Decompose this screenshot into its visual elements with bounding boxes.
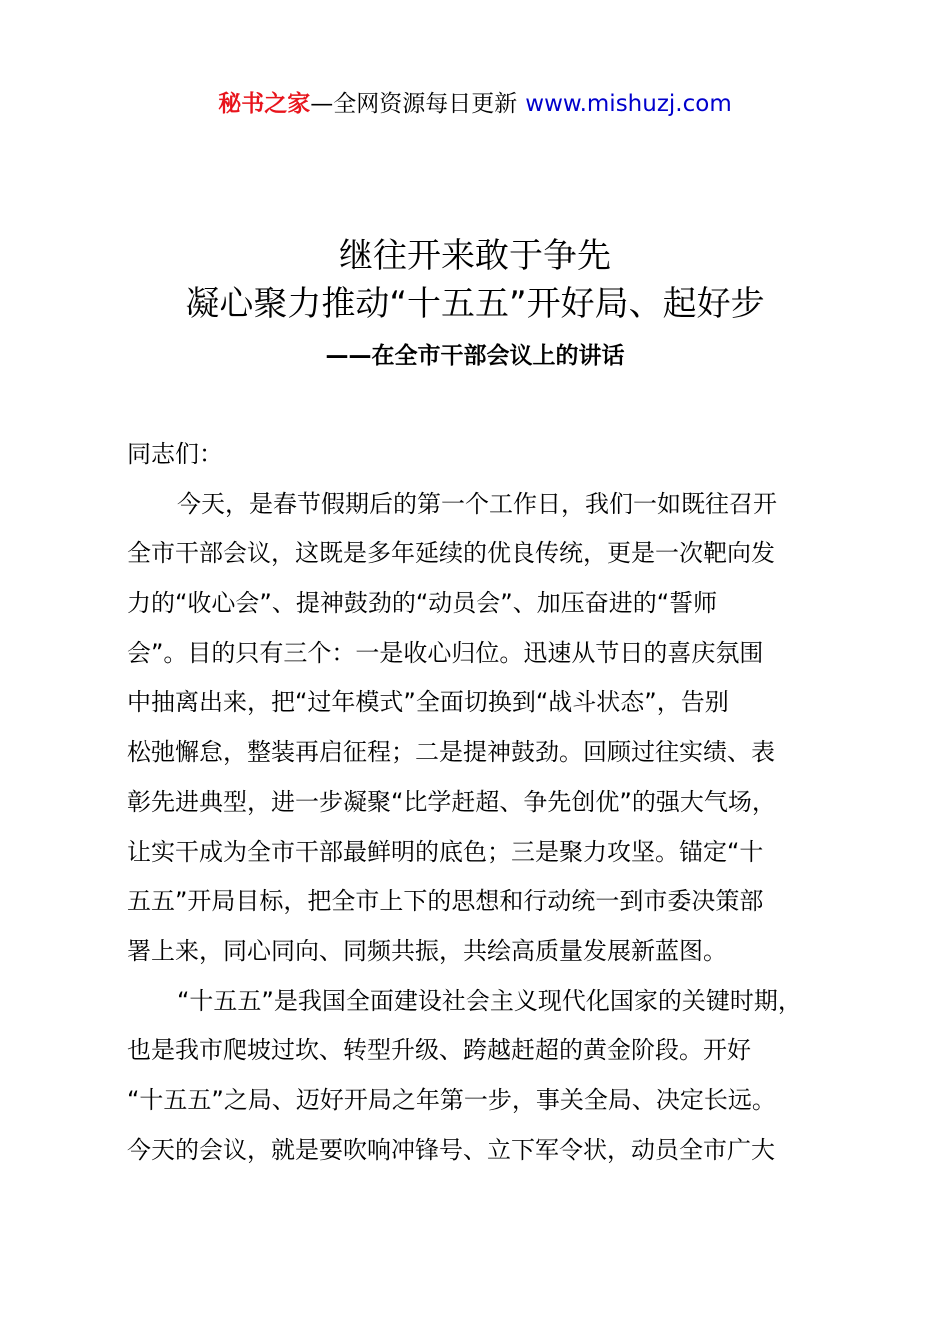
text-line: 署上来，同心同向、同频共振，共绘高质量发展新蓝图。 xyxy=(127,936,727,965)
header-slogan: —全网资源每日更新 xyxy=(310,91,518,117)
text-line: 力的“收心会”、提神鼓劲的“动员会”、加压奋进的“誓师 xyxy=(127,589,718,618)
greeting: 同志们： xyxy=(127,440,223,468)
text-line: 今天，是春节假期后的第一个工作日，我们一如既往召开 xyxy=(177,489,777,518)
paragraph-1 xyxy=(127,486,837,983)
title-line-1: 继往开来敢于争先 xyxy=(339,236,611,276)
text-line: “十五五”之局、迈好开局之年第一步，事关全局、决定长远。 xyxy=(127,1085,776,1114)
document-subtitle: ——在全市干部会议上的讲话 xyxy=(325,343,625,369)
text-line: 也是我市爬坡过坎、转型升级、跨越赶超的黄金阶段。开好 xyxy=(127,1036,751,1065)
text-line: 中抽离出来，把“过年模式”全面切换到“战斗状态”，告别 xyxy=(127,688,729,717)
text-line: “十五五”是我国全面建设社会主义现代化国家的关键时期， xyxy=(177,986,802,1015)
title-line-2: 凝心聚力推动“十五五”开好局、起好步 xyxy=(185,284,765,324)
page-header xyxy=(0,88,950,120)
document-title-block xyxy=(0,232,950,372)
text-line: 会”。目的只有三个：一是收心归位。迅速从节日的喜庆氛围 xyxy=(127,638,764,667)
text-line: 全市干部会议，这既是多年延续的优良传统，更是一次靶向发 xyxy=(127,539,775,568)
website-link[interactable]: www.mishuzj.com xyxy=(525,91,732,117)
text-line: 彰先进典型，进一步凝聚“比学赶超、争先创优”的强大气场， xyxy=(127,787,776,816)
text-line: 今天的会议，就是要吹响冲锋号、立下军令状，动员全市广大 xyxy=(127,1135,775,1164)
document-body xyxy=(127,436,837,1181)
paragraph-2 xyxy=(127,983,837,1182)
text-line: 让实干成为全市干部最鲜明的底色；三是聚力攻坚。锚定“十 xyxy=(127,837,764,866)
text-line: 松弛懈怠，整装再启征程；二是提神鼓劲。回顾过往实绩、表 xyxy=(127,738,775,767)
brand-name: 秘书之家 xyxy=(218,91,311,117)
text-line: 五五”开局目标，把全市上下的思想和行动统一到市委决策部 xyxy=(127,887,764,916)
